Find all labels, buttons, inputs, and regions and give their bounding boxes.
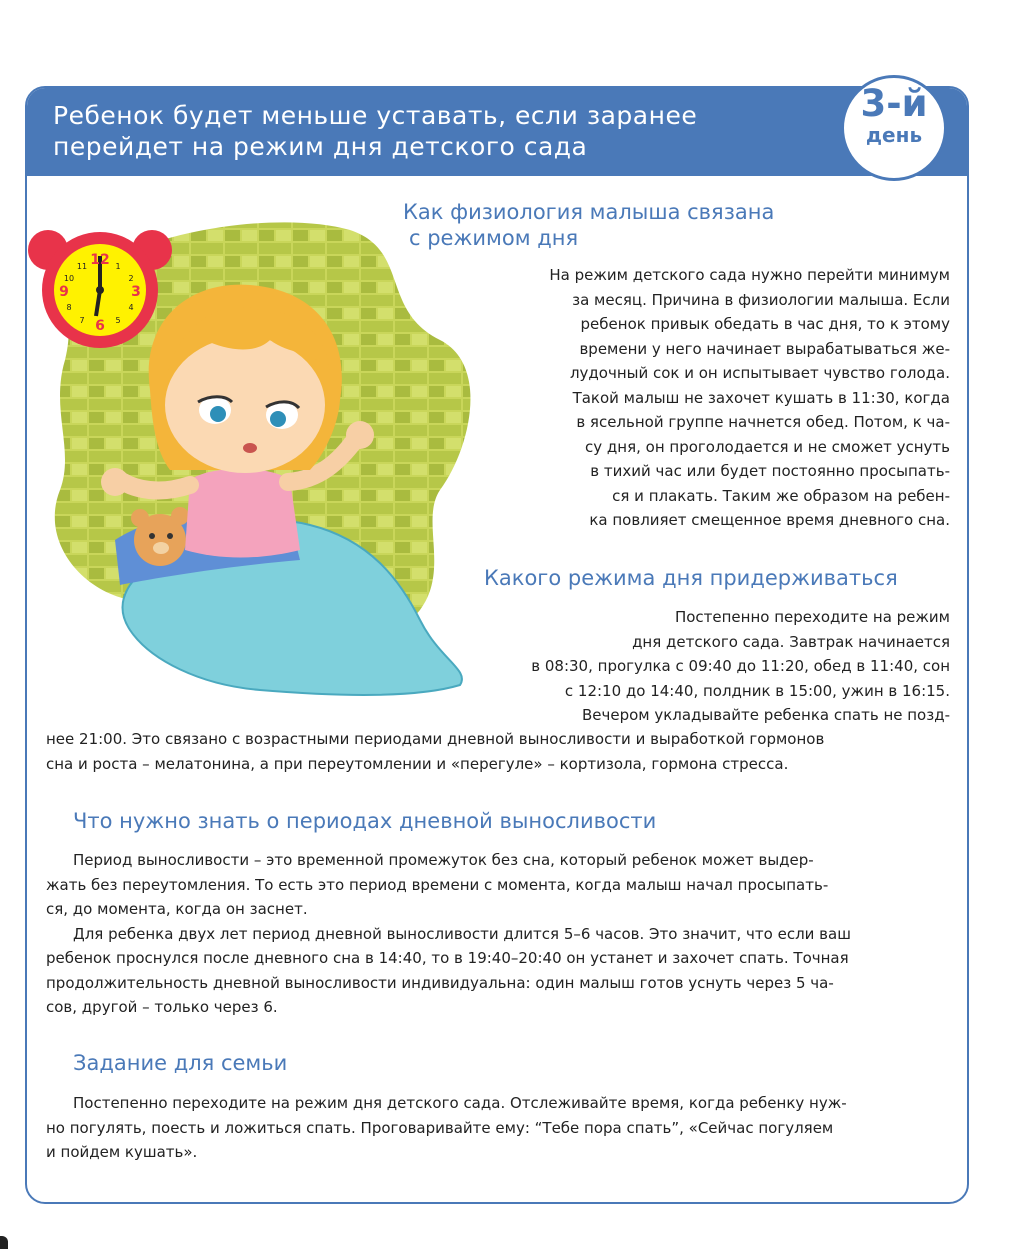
section-task-body: Постепенно переходите на режим дня детского сада. Отслеживайте время, когда ребенку нуж- но погулять, поесть и ложиться спать. Проговаривайте ему: “Тебе пора спать”, «Сейчас погуляем и пойдем кушать». (46, 1094, 847, 1161)
clock-number-1: 1 (115, 262, 121, 271)
section-regime-body: Постепенно переходите на режим дня детского сада. Завтрак начинается в 08:30, прогулка с 09:40 до 11:20, обед в 11:40, сон с 12:10 до 14:40, полдник в 15:00, ужин в 16:15. Вечером укладывайте ребенка спать не позд- (531, 608, 950, 724)
clock-number-11: 11 (76, 262, 88, 271)
header-title-line1: Ребенок будет меньше уставать, если заранее (53, 101, 698, 130)
header-title (53, 100, 813, 162)
clock-number-12: 12 (90, 252, 110, 268)
section-regime-continuation: нее 21:00. Это связано с возрастными периодами дневной выносливости и выработкой гормонов сна и роста – мелатонина, а при переутомлении и «перегуле» – кортизола, гормона стресса. (46, 730, 825, 773)
clock-number-6: 6 (95, 318, 105, 334)
day-word: день (865, 123, 923, 147)
clock-number-10: 10 (63, 274, 75, 283)
section-physiology-body: На режим детского сада нужно перейти минимум за месяц. Причина в физиологии малыша. Если ребенок привык обедать в час дня, то к этому времени у него начинает вырабатываться же- лудочный сок и он испытывает чувство голода. Такой малыш не захочет кушать в 11:30, когда в ясельной группе начнется обед. Потом, к ча- су дня, он проголодается и не сможет уснуть в тихий час или будет постоянно просыпать- ся и плакать. Таким же образом на ребен- ка повлияет смещенное время дневного сна. (549, 266, 950, 529)
clock-number-7: 7 (79, 316, 85, 325)
clock-number-5: 5 (115, 316, 121, 325)
section-endurance-title: Что нужно знать о периодах дневной выносливости (73, 809, 657, 833)
section-regime-title: Какого режима дня придерживаться (484, 566, 898, 590)
header-banner (27, 88, 967, 176)
day-badge (841, 75, 947, 181)
clock-number-9: 9 (59, 284, 69, 300)
section-task-title: Задание для семьи (73, 1051, 288, 1075)
clock-number-4: 4 (128, 303, 134, 312)
clock-number-8: 8 (66, 303, 72, 312)
clock-number-2: 2 (128, 274, 134, 283)
header-title-line2: перейдет на режим дня детского сада (53, 132, 588, 161)
girl-waking-illustration (20, 190, 500, 710)
girl-face (165, 337, 325, 473)
clock-number-3: 3 (131, 284, 141, 300)
section-physiology-title: Как физиология малыша связана с режимом дня (403, 200, 775, 250)
day-number: 3-й (860, 82, 928, 125)
page-edge-mark (0, 1236, 8, 1249)
section-endurance-body: Период выносливости – это временной промежуток без сна, который ребенок может выдер- жать без переутомления. То есть это период времени с момента, когда малыш начал просыпать- ся, до момента, когда он заснет. Для ребенка двух лет период дневной выносливости длится 5–6 часов. Это значит, что если ваш ребенок проснулся после дневного сна в 14:40, то в 19:40–20:40 он устанет и захочет спать. Точная продолжительность дневной выносливости индивидуальна: один малыш готов уснуть через 5 ча- сов, другой – только через 6. (46, 851, 851, 1016)
